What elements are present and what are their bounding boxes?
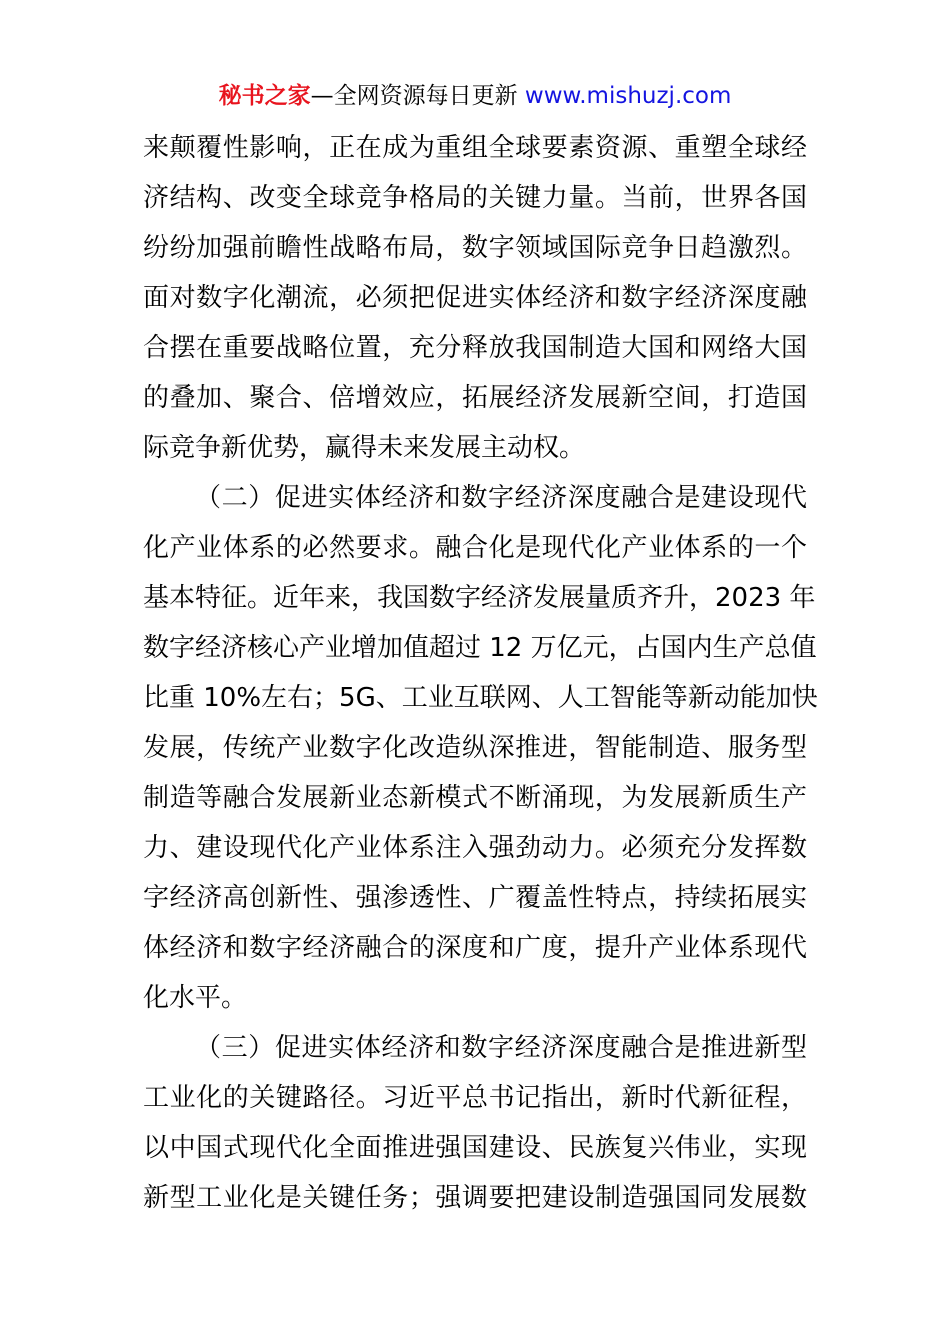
text-line: 济结构、改变全球竞争格局的关键力量。当前，世界各国 xyxy=(143,183,807,213)
section-heading-line: （三）促进实体经济和数字经济深度融合是推进新型 xyxy=(195,1033,807,1063)
header-url[interactable]: www.mishuzj.com xyxy=(524,83,732,109)
text-line: 面对数字化潮流，必须把促进实体经济和数字经济深度融 xyxy=(143,283,807,313)
text-line: 化产业体系的必然要求。融合化是现代化产业体系的一个 xyxy=(143,533,807,563)
document-body xyxy=(143,123,818,1223)
text-line: 数字经济核心产业增加值超过 12 万亿元，占国内生产总值 xyxy=(143,633,817,663)
text-line: 比重 10%左右；5G、工业互联网、人工智能等新动能加快 xyxy=(143,683,818,713)
text-line: 体经济和数字经济融合的深度和广度，提升产业体系现代 xyxy=(143,933,807,963)
text-line: 化水平。 xyxy=(143,983,248,1013)
section-heading-line: （二）促进实体经济和数字经济深度融合是建设现代 xyxy=(195,483,807,513)
text-line: 制造等融合发展新业态新模式不断涌现，为发展新质生产 xyxy=(143,783,807,813)
page-header xyxy=(0,80,950,112)
paragraph-section-two xyxy=(143,473,818,1023)
paragraph-continuation xyxy=(143,123,807,473)
brand-name: 秘书之家 xyxy=(218,83,311,109)
text-line: 合摆在重要战略位置，充分释放我国制造大国和网络大国 xyxy=(143,333,807,363)
header-tagline: —全网资源每日更新 xyxy=(310,83,525,109)
text-line: 纷纷加强前瞻性战略布局，数字领域国际竞争日趋激烈。 xyxy=(143,233,807,263)
text-line: 字经济高创新性、强渗透性、广覆盖性特点，持续拓展实 xyxy=(143,883,807,913)
text-line: 新型工业化是关键任务；强调要把建设制造强国同发展数 xyxy=(143,1183,807,1213)
text-line: 发展，传统产业数字化改造纵深推进，智能制造、服务型 xyxy=(143,733,807,763)
text-line: 来颠覆性影响，正在成为重组全球要素资源、重塑全球经 xyxy=(143,133,807,163)
text-line: 的叠加、聚合、倍增效应，拓展经济发展新空间，打造国 xyxy=(143,383,807,413)
text-line: 力、建设现代化产业体系注入强劲动力。必须充分发挥数 xyxy=(143,833,807,863)
text-line: 际竞争新优势，赢得未来发展主动权。 xyxy=(143,433,586,463)
text-line: 以中国式现代化全面推进强国建设、民族复兴伟业，实现 xyxy=(143,1133,807,1163)
text-line: 工业化的关键路径。习近平总书记指出，新时代新征程， xyxy=(143,1083,807,1113)
paragraph-section-three xyxy=(143,1023,807,1223)
text-line: 基本特征。近年来，我国数字经济发展量质齐升，2023 年 xyxy=(143,583,816,613)
